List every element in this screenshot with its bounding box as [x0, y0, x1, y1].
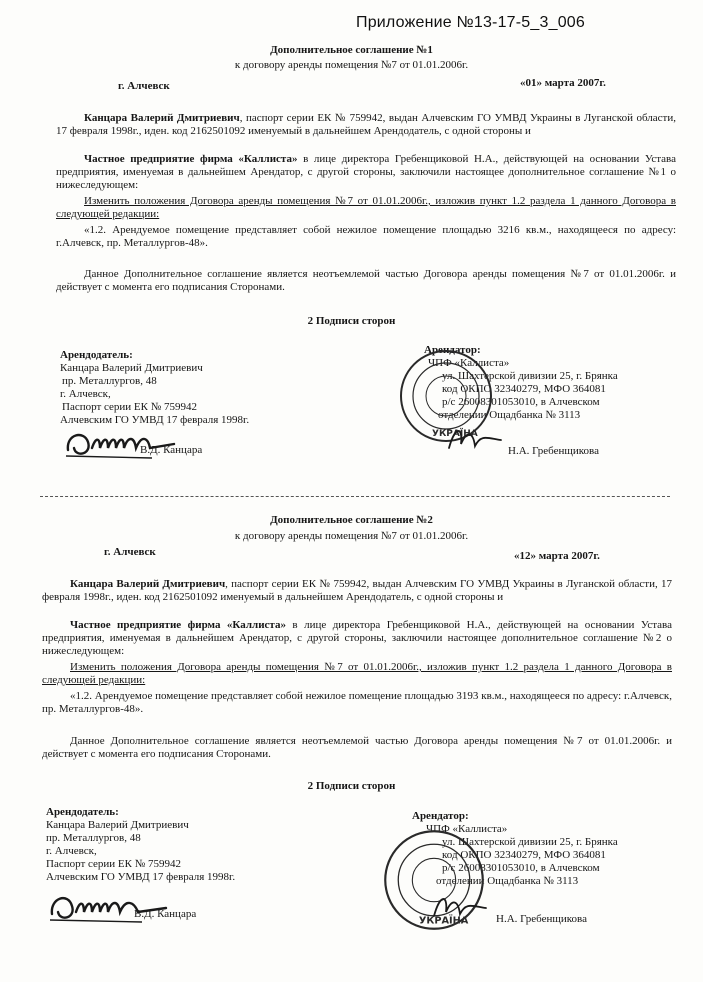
- landlord-line: пр. Металлургов, 48: [62, 375, 157, 387]
- landlord-line: Паспорт серии ЕК № 759942: [62, 401, 197, 413]
- landlord-name: Канцара Валерий Дмитриевич: [70, 578, 226, 590]
- tenant-role: Арендатор:: [424, 344, 481, 356]
- tenant-handwritten-signature: [430, 888, 490, 924]
- tenant-line: ул. Шахтерской дивизии 25, г. Брянка: [442, 836, 618, 848]
- change-statement: Изменить положения Договора аренды помещения №7 от 01.01.2006г., изложив пункт 1.2 раздела 1 данного Договора в следующей редакции:: [42, 661, 672, 686]
- stamp-country-text: УКРАЇНА: [418, 915, 469, 927]
- landlord-line: пр. Металлургов, 48: [46, 832, 141, 844]
- tenant-details: в лице директора Гребенщиковой Н.А., действующей на основании Устава предприятия, именуемая в дальнейшем Арендатор, с другой стороны, заключили настоящее дополнительное соглашение №1 о нижеследующем:: [56, 153, 676, 191]
- landlord-details: , паспорт серии ЕК № 759942, выдан Алчевским ГО УМВД Украины в Луганской области, 17 февраля 1998г., иден. код 2162501092 именуемый в дальнейшем Арендодатель, с одной стороны и: [56, 112, 676, 137]
- landlord-signature-block: [46, 806, 235, 884]
- party-landlord-paragraph: [42, 578, 672, 604]
- landlord-line: Канцара Валерий Дмитриевич: [46, 819, 189, 831]
- landlord-signature-block: [60, 349, 249, 427]
- agreement-subtitle: к договору аренды помещения №7 от 01.01.2006г.: [234, 59, 469, 71]
- landlord-line: г. Алчевск,: [46, 845, 97, 857]
- final-paragraph: Данное Дополнительное соглашение является неотъемлемой частью Договора аренды помещения №7 от 01.01.2006г. и действует с момента его подписания Сторонами.: [56, 268, 676, 293]
- tenant-details: в лице директора Гребенщиковой Н.А., действующей на основании Устава предприятия, именуемая в дальнейшем Арендатор, с другой стороны, заключили настоящее дополнительное соглашение №2 о нижеследующем:: [42, 619, 672, 657]
- landlord-signature-name: В.Д. Канцара: [134, 908, 197, 920]
- landlord-line: г. Алчевск,: [60, 388, 111, 400]
- landlord-details: , паспорт серии ЕК № 759942, выдан Алчевским ГО УМВД Украины в Луганской области, 17 февраля 1998г., иден. код 2162501092 именуемый в дальнейшем Арендодатель, с одной стороны и: [42, 578, 672, 603]
- landlord-line: Паспорт серии ЕК № 759942: [46, 858, 181, 870]
- tenant-line: ул. Шахтерской дивизии 25, г. Брянка: [442, 370, 618, 382]
- tenant-name: Частное предприятие фирма «Каллиста»: [70, 619, 286, 631]
- tenant-line: р/с 26008301053010, в Алчевском: [442, 396, 600, 408]
- agreement-city: г. Алчевск: [118, 80, 170, 92]
- landlord-line: Канцара Валерий Дмитриевич: [60, 362, 203, 374]
- clause-text: «1.2. Арендуемое помещение представляет собой нежилое помещение площадью 3216 кв.м., находящееся по адресу: г.Алчевск, пр. Металлургов-48».: [56, 224, 676, 249]
- tenant-line: отделении Ощадбанка № 3113: [438, 409, 581, 421]
- section-divider: [40, 496, 670, 497]
- signatures-title: 2 Подписи сторон: [307, 315, 396, 327]
- party-tenant-paragraph: [56, 153, 676, 192]
- tenant-line: код ОКПО 32340279, МФО 364081: [442, 383, 606, 395]
- landlord-role: Арендодатель:: [60, 349, 133, 361]
- landlord-signature-name: В.Д. Канцара: [140, 444, 203, 456]
- agreement-date: «01» марта 2007г.: [520, 77, 606, 89]
- clause-text: «1.2. Арендуемое помещение представляет собой нежилое помещение площадью 3193 кв.м., находящееся по адресу: г.Алчевск, пр. Металлургов-48».: [42, 690, 672, 715]
- landlord-handwritten-signature: [62, 418, 182, 466]
- final-paragraph: Данное Дополнительное соглашение является неотъемлемой частью Договора аренды помещения №7 от 01.01.2006г. и действует с момента его подписания Сторонами.: [42, 735, 672, 760]
- tenant-line: ЧПФ «Каллиста»: [426, 823, 508, 835]
- tenant-line: код ОКПО 32340279, МФО 364081: [442, 849, 606, 861]
- landlord-name: Канцара Валерий Дмитриевич: [84, 112, 240, 124]
- landlord-handwritten-signature: [46, 880, 176, 930]
- agreement-city: г. Алчевск: [104, 546, 156, 558]
- landlord-role: Арендодатель:: [46, 806, 119, 818]
- agreement-subtitle: к договору аренды помещения №7 от 01.01.2006г.: [234, 530, 469, 542]
- agreement-title: Дополнительное соглашение №2: [270, 514, 433, 526]
- landlord-line: Алчевским ГО УМВД 17 февраля 1998г.: [46, 871, 236, 883]
- tenant-line: отделении Ощадбанка № 3113: [436, 875, 579, 887]
- tenant-signature-name: Н.А. Гребенщикова: [508, 445, 599, 457]
- agreement-date: «12» марта 2007г.: [514, 550, 600, 562]
- party-tenant-paragraph: [42, 619, 672, 658]
- stamp-country-text: УКРАЇНА: [432, 429, 478, 439]
- change-statement: Изменить положения Договора аренды помещения №7 от 01.01.2006г., изложив пункт 1.2 раздела 1 данного Договора в следующей редакции:: [56, 195, 676, 220]
- tenant-line: р/с 26008301053010, в Алчевском: [442, 862, 600, 874]
- party-landlord-paragraph: [56, 112, 676, 138]
- signatures-title: 2 Подписи сторон: [307, 780, 396, 792]
- tenant-signature-name: Н.А. Гребенщикова: [496, 913, 587, 925]
- agreement-title: Дополнительное соглашение №1: [270, 44, 433, 56]
- tenant-handwritten-signature: [445, 420, 505, 456]
- annex-number: Приложение №13-17-5_3_006: [356, 14, 585, 31]
- tenant-name: Частное предприятие фирма «Каллиста»: [84, 153, 298, 165]
- tenant-role: Арендатор:: [412, 810, 469, 822]
- landlord-line: Алчевским ГО УМВД 17 февраля 1998г.: [60, 414, 250, 426]
- tenant-line: ЧПФ «Каллиста»: [428, 357, 510, 369]
